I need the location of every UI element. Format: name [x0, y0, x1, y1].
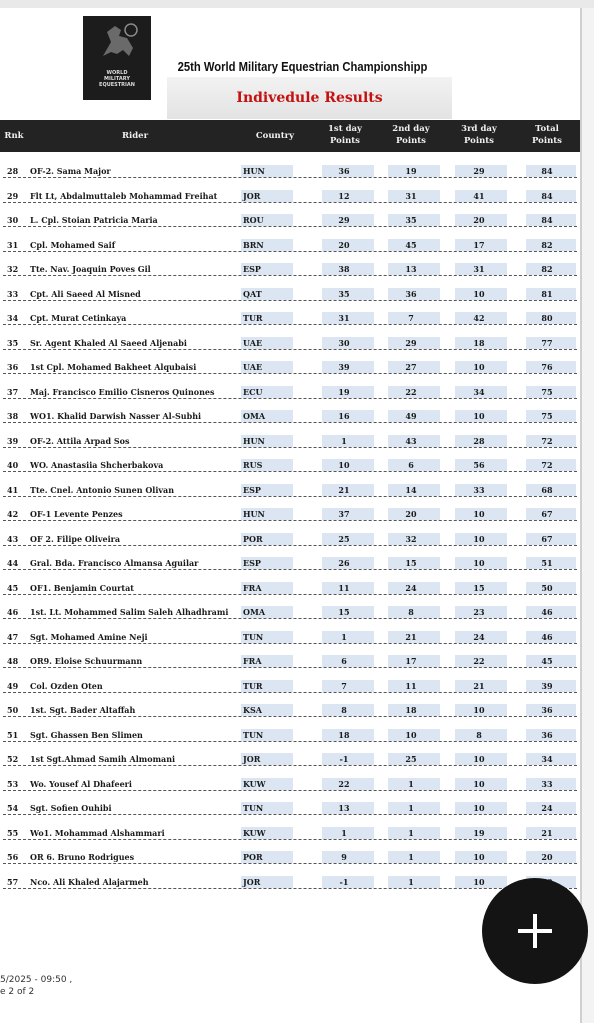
day2-points-cell: 6 — [408, 460, 414, 470]
country-cell: OMA — [243, 411, 266, 421]
rider-cell: OF1. Benjamin Courtat — [30, 582, 134, 593]
total-points-cell: 46 — [541, 631, 553, 642]
total-points-cell: 84 — [541, 190, 553, 201]
rider-cell: Wo1. Mohammad Alshammari — [30, 827, 165, 838]
country-cell: UAE — [243, 337, 263, 348]
rider-cell: 1st Sgt.Ahmad Samih Almomani — [30, 754, 176, 764]
total-points-cell: 24 — [541, 803, 553, 813]
day3-points-cell: 10 — [473, 778, 485, 789]
total-points-cell: 51 — [541, 558, 553, 568]
total-points-cell: 21 — [541, 827, 553, 838]
country-cell: POR — [243, 533, 263, 544]
day3-points-cell: 17 — [473, 239, 485, 250]
day1-points-cell: 1 — [341, 827, 347, 838]
country-cell: JOR — [243, 190, 261, 201]
day3-points-cell: 10 — [473, 876, 485, 887]
day3-points-cell: 10 — [473, 362, 485, 372]
country-cell: QAT — [243, 288, 262, 299]
total-points-cell: 20 — [541, 852, 553, 862]
table-row — [0, 477, 580, 502]
total-points-cell: 45 — [541, 656, 553, 666]
header-day2-line1: 2nd day — [392, 124, 430, 134]
total-points-cell: 82 — [541, 239, 553, 250]
total-points-cell: 67 — [541, 533, 553, 544]
day2-points-cell: 22 — [405, 386, 417, 397]
championship-logo — [83, 16, 151, 100]
table-row — [0, 550, 580, 575]
rank-cell: 31 — [7, 239, 19, 250]
header-day1-line2: Points — [330, 136, 360, 146]
rank-cell: 42 — [7, 509, 19, 519]
table-row — [0, 281, 580, 306]
day3-points-cell: 10 — [473, 533, 485, 544]
rider-cell: Sr. Agent Khaled Al Saeed Aljenabi — [30, 337, 187, 348]
day3-points-cell: 41 — [473, 190, 485, 201]
table-row — [0, 428, 580, 453]
total-points-cell: 36 — [541, 729, 553, 740]
country-cell: HUN — [243, 509, 265, 519]
rank-cell: 43 — [7, 533, 19, 544]
results-table-body — [0, 158, 580, 893]
total-points-cell: 67 — [541, 509, 553, 519]
rank-cell: 28 — [7, 166, 19, 176]
total-points-cell: 68 — [541, 484, 553, 495]
header-day1-line1: 1st day — [328, 124, 362, 134]
day2-points-cell: 35 — [405, 215, 417, 225]
rank-cell: 48 — [7, 656, 19, 666]
rider-cell: Cpt. Murat Cetinkaya — [30, 313, 127, 323]
day3-points-cell: 21 — [473, 680, 485, 691]
day2-points-cell: 31 — [405, 190, 417, 201]
country-cell: ESP — [243, 558, 261, 568]
rider-cell: Cpl. Mohamed Saif — [30, 239, 116, 250]
day2-points-cell: 15 — [405, 558, 417, 568]
rank-cell: 44 — [7, 558, 19, 568]
day2-points-cell: 10 — [405, 729, 417, 740]
day3-points-cell: 10 — [473, 288, 485, 299]
total-points-cell: 84 — [541, 215, 553, 225]
table-row — [0, 158, 580, 183]
table-row — [0, 526, 580, 551]
day2-points-cell: 1 — [408, 827, 414, 838]
header-total-line2: Points — [532, 136, 562, 146]
rank-cell: 53 — [7, 778, 19, 789]
total-points-cell: 84 — [541, 166, 553, 176]
table-row — [0, 501, 580, 526]
rider-cell: Wo. Yousef Al Dhafeeri — [30, 778, 132, 789]
day2-points-cell: 29 — [405, 337, 417, 348]
day3-points-cell: 56 — [473, 460, 485, 470]
total-points-cell: 50 — [541, 582, 553, 593]
table-row — [0, 869, 580, 894]
table-row — [0, 232, 580, 257]
day1-points-cell: 18 — [338, 729, 350, 740]
country-cell: KSA — [243, 705, 262, 715]
day3-points-cell: 10 — [473, 411, 485, 421]
day1-points-cell: 38 — [338, 264, 350, 274]
rank-cell: 49 — [7, 680, 19, 691]
header-country: Country — [255, 131, 295, 141]
day1-points-cell: 39 — [338, 362, 350, 372]
total-points-cell: 81 — [541, 288, 553, 299]
table-row — [0, 330, 580, 355]
total-points-cell: 77 — [541, 337, 553, 348]
table-row — [0, 844, 580, 869]
table-row — [0, 452, 580, 477]
day3-points-cell: 10 — [473, 558, 485, 568]
day2-points-cell: 1 — [408, 876, 414, 887]
rider-cell: Sgt. Ghassen Ben Slimen — [30, 729, 143, 740]
country-cell: JOR — [243, 754, 261, 764]
total-points-cell: 72 — [541, 435, 553, 446]
rank-cell: 52 — [7, 754, 19, 764]
day2-points-cell: 25 — [405, 754, 417, 764]
country-cell: ESP — [243, 264, 261, 274]
header-day2-line2: Points — [396, 136, 426, 146]
day3-points-cell: 8 — [476, 729, 482, 740]
rank-cell: 50 — [7, 705, 19, 715]
total-points-cell: 75 — [541, 386, 553, 397]
total-points-cell: 82 — [541, 264, 553, 274]
header-day3-line1: 3rd day — [461, 124, 497, 134]
day2-points-cell: 20 — [405, 509, 417, 519]
day1-points-cell: 37 — [338, 509, 350, 519]
table-row — [0, 746, 580, 771]
day3-points-cell: 34 — [473, 386, 485, 397]
header-rider: Rider — [121, 131, 149, 141]
table-row — [0, 697, 580, 722]
day2-points-cell: 17 — [405, 656, 417, 666]
table-row — [0, 599, 580, 624]
country-cell: FRA — [243, 582, 262, 593]
day2-points-cell: 21 — [405, 631, 417, 642]
rider-cell: Col. Ozden Oten — [30, 680, 103, 691]
day3-points-cell: 18 — [473, 337, 485, 348]
table-row — [0, 305, 580, 330]
day3-points-cell: 28 — [473, 435, 485, 446]
table-row — [0, 722, 580, 747]
country-cell: TUR — [243, 313, 263, 323]
day1-points-cell: -1 — [339, 876, 349, 887]
rider-cell: Tte. Nav. Joaquin Poves Gil — [30, 264, 151, 274]
day3-points-cell: 22 — [473, 656, 485, 666]
table-row — [0, 183, 580, 208]
country-cell: JOR — [243, 876, 261, 887]
rank-cell: 41 — [7, 484, 19, 495]
day2-points-cell: 1 — [408, 803, 414, 813]
day1-points-cell: 25 — [338, 533, 350, 544]
day1-points-cell: 22 — [338, 778, 350, 789]
day1-points-cell: 1 — [341, 631, 347, 642]
day3-points-cell: 20 — [473, 215, 485, 225]
table-row — [0, 256, 580, 281]
rider-cell: 1st Cpl. Mohamed Bakheet Alqubaisi — [30, 362, 197, 372]
day1-points-cell: 19 — [338, 386, 350, 397]
day3-points-cell: 10 — [473, 705, 485, 715]
day3-points-cell: 42 — [473, 313, 485, 323]
rider-cell: OF-1 Levente Penzes — [30, 509, 123, 519]
day2-points-cell: 27 — [405, 362, 417, 372]
header-total — [522, 123, 572, 147]
day2-points-cell: 49 — [405, 411, 417, 421]
header-rnk: Rnk — [4, 131, 24, 141]
table-row — [0, 207, 580, 232]
country-cell: TUR — [243, 680, 263, 691]
day2-points-cell: 7 — [408, 313, 414, 323]
rank-cell: 54 — [7, 803, 19, 813]
day2-points-cell: 32 — [405, 533, 417, 544]
day1-points-cell: 7 — [341, 680, 347, 691]
page-counter: e 2 of 2 — [0, 987, 35, 997]
rank-cell: 40 — [7, 460, 19, 470]
day1-points-cell: 21 — [338, 484, 350, 495]
day1-points-cell: 30 — [338, 337, 350, 348]
rank-cell: 57 — [7, 876, 19, 887]
country-cell: KUW — [243, 778, 266, 789]
country-cell: TUN — [243, 729, 264, 740]
country-cell: HUN — [243, 435, 265, 446]
subtitle-box — [167, 77, 452, 119]
add-button[interactable] — [482, 878, 588, 984]
day2-points-cell: 45 — [405, 239, 417, 250]
day2-points-cell: 18 — [405, 705, 417, 715]
country-cell: KUW — [243, 827, 266, 838]
day1-points-cell: 11 — [338, 582, 350, 593]
country-cell: RUS — [243, 460, 263, 470]
rank-cell: 38 — [7, 411, 19, 421]
country-cell: TUN — [243, 631, 264, 642]
day1-points-cell: 1 — [341, 435, 347, 446]
day2-points-cell: 13 — [405, 264, 417, 274]
rank-cell: 29 — [7, 190, 19, 201]
rank-cell: 37 — [7, 386, 19, 397]
country-cell: ESP — [243, 484, 261, 495]
day1-points-cell: 16 — [338, 411, 350, 421]
rank-cell: 35 — [7, 337, 19, 348]
table-row — [0, 820, 580, 845]
day3-points-cell: 10 — [473, 803, 485, 813]
page-subtitle: Indivedule Results — [236, 90, 383, 106]
table-row — [0, 354, 580, 379]
rider-cell: Cpt. Ali Saeed Al Misned — [30, 288, 141, 299]
rank-cell: 32 — [7, 264, 19, 274]
day3-points-cell: 10 — [473, 852, 485, 862]
day2-points-cell: 43 — [405, 435, 417, 446]
rider-cell: OF-2. Attila Arpad Sos — [30, 435, 130, 446]
rider-cell: Maj. Francisco Emilio Cisneros Quinones — [30, 386, 215, 397]
rider-cell: Nco. Ali Khaled Alajarmeh — [30, 876, 149, 887]
rider-cell: WO. Anastasiia Shcherbakova — [30, 460, 164, 470]
day3-points-cell: 29 — [473, 166, 485, 176]
table-row — [0, 673, 580, 698]
rank-cell: 56 — [7, 852, 19, 862]
rider-cell: OF-2. Sama Major — [30, 166, 111, 176]
country-cell: FRA — [243, 656, 262, 666]
rider-cell: 1st. Sgt. Bader Altaffah — [30, 705, 136, 715]
total-points-cell: 75 — [541, 411, 553, 421]
day1-points-cell: 36 — [338, 166, 350, 176]
day2-points-cell: 19 — [405, 166, 417, 176]
table-row — [0, 648, 580, 673]
day3-points-cell: 15 — [473, 582, 485, 593]
header-total-line1: Total — [535, 124, 559, 134]
rider-cell: Tte. Cnel. Antonio Sunen Olivan — [30, 484, 175, 495]
day1-points-cell: 31 — [338, 313, 350, 323]
rider-cell: Sgt. Sofien Ouhibi — [30, 803, 112, 813]
total-points-cell: 80 — [541, 313, 553, 323]
day1-points-cell: 10 — [338, 460, 350, 470]
total-points-cell: 72 — [541, 460, 553, 470]
day2-points-cell: 8 — [408, 607, 414, 617]
header-day1 — [320, 123, 370, 147]
country-cell: ECU — [243, 386, 263, 397]
rank-cell: 51 — [7, 729, 19, 740]
day3-points-cell: 24 — [473, 631, 485, 642]
table-row — [0, 771, 580, 796]
header-day3-line2: Points — [464, 136, 494, 146]
day1-points-cell: -1 — [339, 754, 349, 764]
country-cell: HUN — [243, 166, 265, 176]
rider-cell: OR 6. Bruno Rodrigues — [30, 852, 135, 862]
table-row — [0, 403, 580, 428]
rank-cell: 47 — [7, 631, 19, 642]
day2-points-cell: 1 — [408, 778, 414, 789]
page-title: 25th World Military Equestrian Championshipp — [177, 60, 428, 74]
rider-cell: Gral. Bda. Francisco Almansa Aguilar — [30, 558, 199, 568]
day1-points-cell: 35 — [338, 288, 350, 299]
header-day2 — [386, 123, 436, 147]
rider-cell: Sgt. Mohamed Amine Neji — [30, 631, 148, 642]
rider-cell: L. Cpl. Stoian Patricia Maria — [30, 215, 158, 225]
day2-points-cell: 11 — [405, 680, 417, 691]
day3-points-cell: 33 — [473, 484, 485, 495]
day2-points-cell: 24 — [405, 582, 417, 593]
total-points-cell: 33 — [541, 778, 553, 789]
header-day3 — [454, 123, 504, 147]
rider-cell: Flt Lt, Abdalmuttaleb Mohammad Freihat — [30, 190, 218, 201]
table-row — [0, 624, 580, 649]
logo-text: WORLD MILITARY EQUESTRIAN — [99, 70, 135, 88]
total-points-cell: 34 — [541, 754, 553, 764]
horse-emblem-icon — [91, 22, 143, 62]
rank-cell: 33 — [7, 288, 19, 299]
total-points-cell: 46 — [541, 607, 553, 617]
day2-points-cell: 14 — [405, 484, 417, 495]
country-cell: POR — [243, 852, 263, 862]
rider-cell: 1st. Lt. Mohammed Salim Saleh Alhadhrami — [30, 607, 229, 617]
day3-points-cell: 31 — [473, 264, 485, 274]
day3-points-cell: 10 — [473, 509, 485, 519]
day2-points-cell: 36 — [405, 288, 417, 299]
rank-cell: 45 — [7, 582, 19, 593]
total-points-cell: 76 — [541, 362, 553, 372]
rank-cell: 34 — [7, 313, 19, 323]
day2-points-cell: 1 — [408, 852, 414, 862]
day1-points-cell: 26 — [338, 558, 350, 568]
rank-cell: 55 — [7, 827, 19, 838]
country-cell: BRN — [243, 239, 264, 250]
day1-points-cell: 8 — [341, 705, 347, 715]
rank-cell: 30 — [7, 215, 19, 225]
country-cell: OMA — [243, 607, 266, 617]
table-row — [0, 379, 580, 404]
rank-cell: 36 — [7, 362, 19, 372]
day1-points-cell: 9 — [341, 852, 347, 862]
day1-points-cell: 15 — [338, 607, 350, 617]
day3-points-cell: 19 — [473, 827, 485, 838]
day1-points-cell: 29 — [338, 215, 350, 225]
day1-points-cell: 13 — [338, 803, 350, 813]
rank-cell: 39 — [7, 435, 19, 446]
country-cell: TUN — [243, 803, 264, 813]
table-header — [0, 120, 580, 152]
total-points-cell: 39 — [541, 680, 553, 691]
table-row — [0, 795, 580, 820]
rank-cell: 46 — [7, 607, 19, 617]
total-points-cell: 36 — [541, 705, 553, 715]
country-cell: ROU — [243, 215, 264, 225]
country-cell: UAE — [243, 362, 263, 372]
day3-points-cell: 10 — [473, 754, 485, 764]
table-row — [0, 575, 580, 600]
day3-points-cell: 23 — [473, 607, 485, 617]
day1-points-cell: 20 — [338, 239, 350, 250]
rider-cell: WO1. Khalid Darwish Nasser Al-Subhi — [30, 411, 202, 421]
day1-points-cell: 6 — [341, 656, 347, 666]
day1-points-cell: 12 — [338, 190, 350, 201]
rider-cell: OR9. Eloise Schuurmann — [30, 656, 143, 666]
rider-cell: OF 2. Filipe Oliveira — [30, 533, 121, 544]
print-timestamp: 5/2025 - 09:50 , — [0, 975, 73, 985]
top-edge — [0, 0, 594, 8]
